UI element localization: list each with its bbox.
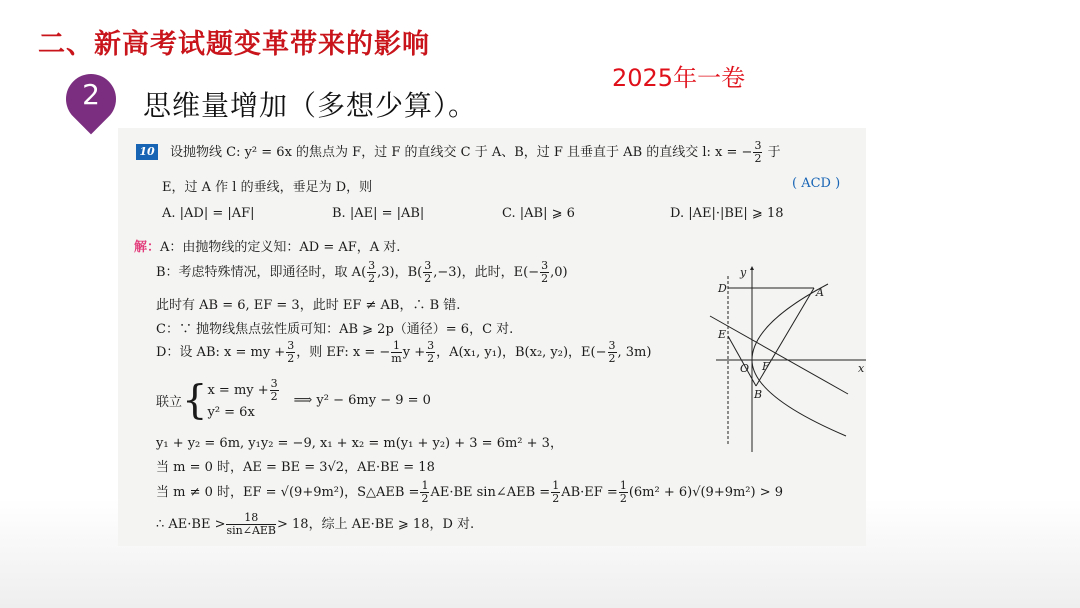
solution-line-d: D：设 AB: x = my + $\frac{3}{2}$ ，则 EF: x = − $\frac{1}{m}$ y + $\frac{3}{2}$ ，A(x₁, y₁)，B(x₂, y₂)，E(− $\frac{3}{2}$ , 3m) — [156, 339, 652, 365]
solution-line-m0: 当 m = 0 时，AE = BE = 3√2，AE·BE = 18 — [156, 460, 435, 475]
number-badge-label: 2 — [82, 78, 100, 111]
label-o: O — [740, 362, 750, 375]
solution-line-c: C：∵ 抛物线焦点弦性质可知：AB ⩾ 2p（通径）= 6，C 对. — [156, 322, 514, 337]
label-x: x — [858, 362, 865, 375]
label-b: B — [754, 388, 763, 401]
solution-line-final: ∴ AE·BE > $\frac{18}{\text{sin∠AEB}}$ > 18，综上 AE·BE ⩾ 18，D 对. — [156, 511, 475, 537]
stem-end: 于 — [767, 145, 781, 160]
option-a: A. |AD| = |AF| — [162, 206, 255, 221]
option-b: B. |AE| = |AB| — [332, 206, 425, 221]
solution-line-a: 解：A：由抛物线的定义知：AD = AF，A 对. — [134, 240, 401, 255]
slide-title: 二、新高考试题变革带来的影响 — [38, 29, 430, 60]
answer-key: ( ACD ) — [792, 176, 841, 191]
year-tag: 2025年一卷 — [612, 64, 746, 92]
stem-text: 设抛物线 C: y² = 6x 的焦点为 F，过 F 的直线交 C 于 A、B，过 F 且垂直于 AB 的直线交 l: x = − — [170, 145, 753, 160]
solution-label: 解： — [134, 240, 161, 255]
option-d: D. |AE|·|BE| ⩾ 18 — [670, 206, 784, 221]
solution-line-sum: y₁ + y₂ = 6m, y₁y₂ = −9, x₁ + x₂ = m(y₁ + y₂) + 3 = 6m² + 3， — [156, 436, 563, 451]
question-number-badge: 10 — [136, 144, 158, 160]
parabola-figure — [696, 266, 866, 456]
solution-line-b: B：考虑特殊情况，即通径时，取 A( $\frac{3}{2}$ ,3)，B( $\frac{3}{2}$ ,−3)，此时，E(− $\frac{3}{2}$ ,0) — [156, 259, 568, 285]
line-ef — [710, 316, 848, 394]
solution-system: 联立{ x = my + $\frac{3}{2}$ y² = 6x ⟹ y² − 6my − 9 = 0 — [156, 377, 431, 424]
y-axis-arrow — [750, 266, 754, 270]
label-y: y — [740, 266, 747, 279]
problem-stem-line2: E，过 A 作 l 的垂线，垂足为 D，则 — [162, 180, 373, 195]
option-c: C. |AB| ⩾ 6 — [502, 206, 575, 221]
problem-panel — [118, 128, 866, 546]
problem-stem-line1 — [170, 140, 781, 165]
label-e: E — [718, 328, 727, 341]
label-a: A — [816, 286, 824, 299]
stem-fraction: $\frac{3}{2}$ — [754, 139, 762, 165]
solution-line-area: 当 m ≠ 0 时，EF = √(9+9m²)，S△AEB = $\frac{1}{2}$ AE·BE sin∠AEB = $\frac{1}{2}$ AB·EF = $\frac{1}{2}$ (6m² + 6)√(9+9m²) > 9 — [156, 479, 784, 505]
label-f: F — [762, 360, 770, 373]
label-d: D — [718, 282, 727, 295]
solution-line-b-conclusion: 此时有 AB = 6, EF = 3，此时 EF ≠ AB，∴ B 错. — [156, 298, 461, 313]
point-text: 思维量增加（多想少算）。 — [143, 89, 478, 122]
